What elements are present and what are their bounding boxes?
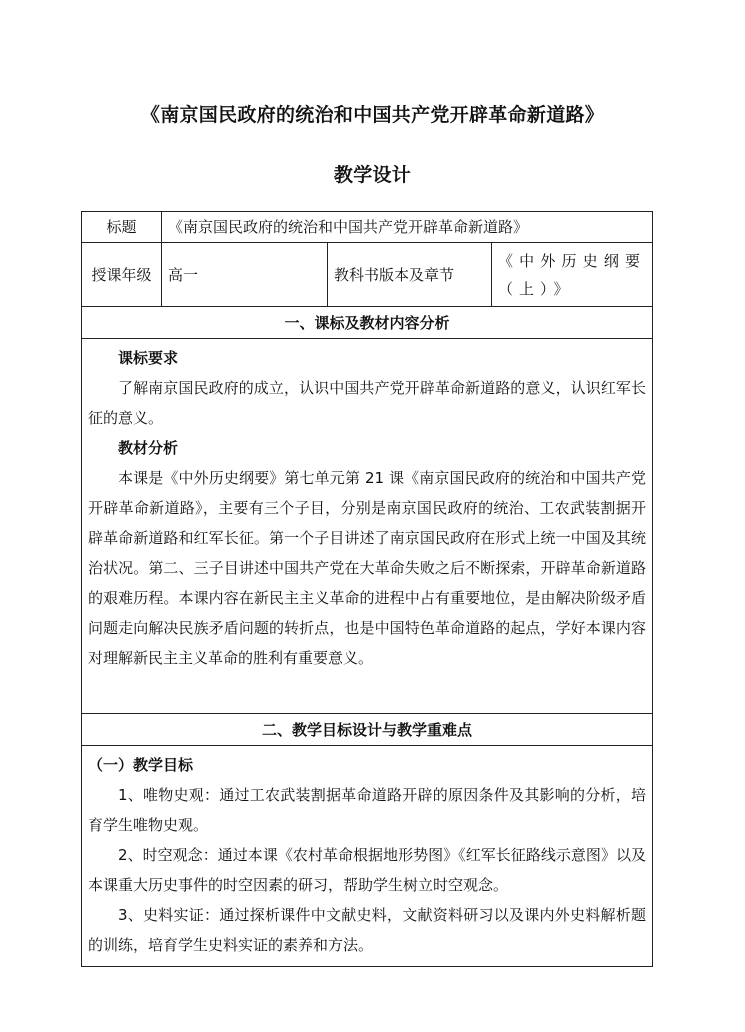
grade-label: 授课年级 xyxy=(82,243,162,307)
section2-content-row xyxy=(82,746,653,967)
goal-spacetime: 2、时空观念：通过本课《农村革命根据地形势图》《红军长征路线示意图》以及本课重大历史事件的时空因素的研习，帮助学生树立时空观念。 xyxy=(88,846,647,894)
title-label: 标题 xyxy=(82,212,162,243)
section1-content xyxy=(82,339,653,714)
textbook-label: 教科书版本及章节 xyxy=(328,243,492,307)
teaching-goals-heading: （一）教学目标 xyxy=(88,756,194,774)
document-title: 《南京国民政府的统治和中国共产党开辟革命新道路》 xyxy=(140,104,605,126)
title-value: 《南京国民政府的统治和中国共产党开辟革命新道路》 xyxy=(162,212,653,243)
section2-heading: 二、教学目标设计与教学重难点 xyxy=(82,714,653,746)
curriculum-requirement-heading: 课标要求 xyxy=(118,349,179,367)
document-subtitle: 教学设计 xyxy=(333,164,412,186)
textbook-analysis-heading: 教材分析 xyxy=(118,439,179,457)
grade-value: 高一 xyxy=(162,243,328,307)
goal-materialism: 1、唯物史观：通过工农武装割据革命道路开辟的原因条件及其影响的分析，培育学生唯物史观。 xyxy=(88,786,647,834)
section1-heading: 一、课标及教材内容分析 xyxy=(82,307,653,339)
textbook-analysis-text: 本课是《中外历史纲要》第七单元第 21 课《南京国民政府的统治和中国共产党开辟革命新道路》，主要有三个子目，分别是南京国民政府的统治、工农武装割据开辟革命新道路和红军长征。第一个子目讲述了南京国民政府在形式上统一中国及其统治状况。第二、三子目讲述中国共产党在大革命失败之后不断探索，开辟革命新道路的艰难历程。本课内容在新民主主义革命的进程中占有重要地位，是由解决阶级矛盾问题走向解决民族矛盾问题的转折点，也是中国特色革命道路的起点，学好本课内容对理解新民主主义革命的胜利有重要意义。 xyxy=(88,469,647,667)
textbook-value: 《中外历史纲要（上）》 xyxy=(492,243,653,307)
section1-content-row xyxy=(82,339,653,714)
section2-content xyxy=(82,746,653,967)
section2-heading-row xyxy=(82,714,653,746)
grade-row xyxy=(82,243,653,307)
section1-heading-row xyxy=(82,307,653,339)
curriculum-requirement-text: 了解南京国民政府的成立，认识中国共产党开辟革命新道路的意义，认识红军长征的意义。 xyxy=(88,379,647,427)
goal-evidence: 3、史料实证：通过探析课件中文献史料，文献资料研习以及课内外史料解析题的训练，培育学生史料实证的素养和方法。 xyxy=(88,906,647,954)
title-row xyxy=(82,212,653,243)
lesson-design-table xyxy=(81,211,653,967)
